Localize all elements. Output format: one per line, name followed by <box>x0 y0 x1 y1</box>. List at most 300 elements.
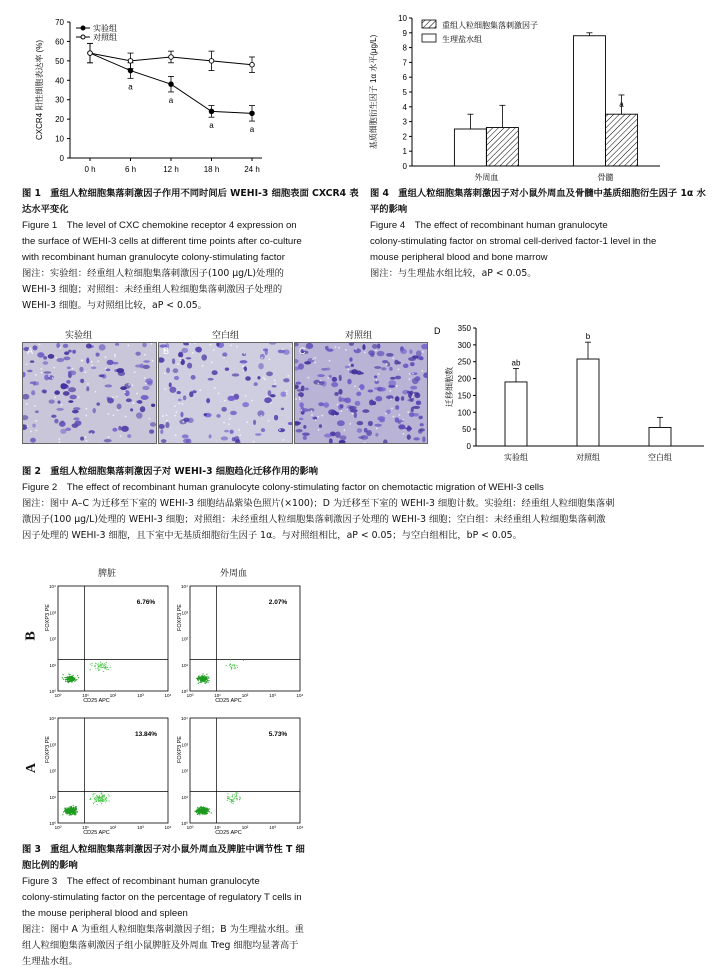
figure2-cn-title: 图 2 重组人粒细胞集落刺激因子对 WEHI-3 细胞趋化迁移作用的影响 <box>22 466 319 477</box>
stained-cell <box>412 406 420 409</box>
membrane-pore <box>174 405 176 407</box>
stained-cell <box>69 395 77 400</box>
membrane-pore <box>91 361 93 363</box>
membrane-pore <box>399 414 401 416</box>
stained-cell <box>195 347 201 352</box>
event <box>64 677 65 678</box>
stained-cell <box>338 389 342 395</box>
event <box>102 801 103 802</box>
membrane-pore <box>177 363 179 365</box>
event <box>104 796 105 797</box>
membrane-pore <box>239 434 241 436</box>
stained-cell <box>323 402 329 407</box>
stained-cell <box>124 383 131 388</box>
stained-cell <box>374 366 381 369</box>
stained-cell <box>30 382 34 384</box>
event <box>236 798 237 799</box>
stained-cell <box>75 420 82 426</box>
event <box>232 665 233 666</box>
event <box>197 814 198 815</box>
stained-cell <box>306 343 314 349</box>
event <box>94 666 95 667</box>
figure2-en: Figure 2 The effect of recombinant human granulocyte colony-stimulating factor on chemotactic migration of WEHI-3 cells <box>22 482 544 493</box>
stained-cell <box>35 382 39 386</box>
flow-plot-A-脾脏 <box>45 716 172 836</box>
stained-cell <box>318 402 324 406</box>
membrane-pore <box>53 367 55 369</box>
event <box>100 797 101 798</box>
stained-cell <box>302 433 310 436</box>
event <box>208 676 209 677</box>
membrane-pore <box>176 411 178 413</box>
x-tick-label: 12 h <box>163 165 179 174</box>
significance-mark: b <box>585 332 591 342</box>
membrane-pore <box>334 415 336 417</box>
event <box>92 663 93 664</box>
figure2-note-line: 因子处理的 WEHI-3 细胞，且下室中无基质细胞衍生因子 1α。与对照组相比，aP < 0.05；与空白组相比，bP < 0.05。 <box>22 530 522 541</box>
stained-cell <box>351 369 358 374</box>
stained-cell <box>169 387 176 393</box>
bar <box>649 427 671 446</box>
y-tick-label: 6 <box>402 73 407 83</box>
membrane-pore <box>114 355 116 357</box>
event <box>226 665 227 666</box>
stained-cell <box>390 377 396 380</box>
event <box>69 806 70 807</box>
event <box>65 809 66 810</box>
y-tick-label: 30 <box>55 95 64 105</box>
event <box>62 814 63 815</box>
figure1-caption <box>22 186 362 314</box>
membrane-pore <box>180 360 182 362</box>
stained-cell <box>43 356 47 360</box>
membrane-pore <box>286 390 288 392</box>
event <box>197 813 198 814</box>
membrane-pore <box>127 345 129 347</box>
stained-cell <box>370 353 374 357</box>
col-header-spleen: 脾脏 <box>98 569 117 579</box>
membrane-pore <box>406 426 408 428</box>
stained-cell <box>386 353 394 357</box>
membrane-pore <box>349 423 351 425</box>
membrane-pore <box>337 404 339 406</box>
stained-cell <box>415 393 421 398</box>
event <box>98 669 99 670</box>
y-axis-label: FOXP3 PE <box>177 736 183 763</box>
membrane-pore <box>389 390 391 392</box>
membrane-pore <box>282 439 284 441</box>
figure4-en-line: colony-stimulating factor on stromal cell-derived factor-1 level in the <box>370 236 657 247</box>
event <box>230 799 231 800</box>
y-tick-label: 10¹ <box>181 794 188 800</box>
row-label-a: A <box>24 762 40 774</box>
membrane-pore <box>354 385 356 387</box>
membrane-pore <box>178 403 180 405</box>
membrane-pore <box>230 345 232 347</box>
stained-cell <box>295 359 299 364</box>
stained-cell <box>340 404 344 408</box>
event <box>101 792 102 793</box>
figure3-cn-title: 胞比例的影响 <box>22 860 78 871</box>
membrane-pore <box>214 387 216 389</box>
event <box>97 796 98 797</box>
event <box>93 803 94 804</box>
event <box>97 664 98 665</box>
event <box>231 669 232 670</box>
event <box>96 798 97 799</box>
membrane-pore <box>340 410 342 412</box>
event <box>202 678 203 679</box>
figure3-en-line: colony-stimulating factor on the percentage of regulatory T cells in <box>22 892 302 903</box>
membrane-pore <box>349 364 351 366</box>
event <box>204 681 205 682</box>
event <box>105 802 106 803</box>
stained-cell <box>43 371 51 373</box>
stained-cell <box>23 394 29 400</box>
stained-cell <box>415 376 421 381</box>
membrane-pore <box>61 404 63 406</box>
event <box>200 679 201 680</box>
event <box>200 678 201 679</box>
stained-cell <box>96 402 100 405</box>
membrane-pore <box>335 346 337 348</box>
photo-header-experimental: 实验组 <box>65 331 93 341</box>
event <box>94 793 95 794</box>
membrane-pore <box>317 416 319 418</box>
stained-cell <box>124 390 129 396</box>
event <box>202 677 203 678</box>
membrane-pore <box>268 420 270 422</box>
y-tick-label: 200 <box>457 374 471 384</box>
event <box>63 679 64 680</box>
stained-cell <box>73 407 80 410</box>
event <box>74 681 75 682</box>
event <box>77 675 78 676</box>
event <box>96 795 97 796</box>
stained-cell <box>222 352 227 356</box>
figure2-bar-chart <box>430 318 716 470</box>
data-point <box>209 109 214 114</box>
event <box>208 682 209 683</box>
membrane-pore <box>133 402 135 404</box>
membrane-pore <box>30 430 32 432</box>
y-tick-label: 10⁴ <box>181 584 188 589</box>
micrograph-b <box>159 343 292 443</box>
event <box>196 810 197 811</box>
event <box>103 801 104 802</box>
stained-cell <box>234 436 239 442</box>
stained-cell <box>377 351 385 356</box>
legend-label: 实验组 <box>93 24 117 33</box>
event <box>227 798 228 799</box>
membrane-pore <box>238 429 240 431</box>
membrane-pore <box>243 353 245 355</box>
stained-cell <box>374 387 381 390</box>
membrane-pore <box>213 349 215 351</box>
stained-cell <box>423 372 427 378</box>
membrane-pore <box>87 383 89 385</box>
significance-mark: a <box>168 95 174 105</box>
membrane-pore <box>253 441 255 443</box>
stained-cell <box>117 403 122 409</box>
membrane-pore <box>192 352 194 354</box>
membrane-pore <box>132 384 134 386</box>
stained-cell <box>347 379 351 385</box>
stained-cell <box>274 415 278 421</box>
event <box>197 679 198 680</box>
membrane-pore <box>290 345 292 347</box>
membrane-pore <box>113 414 115 416</box>
event <box>205 810 206 811</box>
membrane-pore <box>182 403 184 405</box>
stained-cell <box>242 402 249 407</box>
stained-cell <box>412 413 419 416</box>
stained-cell <box>126 398 132 402</box>
stained-cell <box>327 349 334 352</box>
event <box>67 677 68 678</box>
membrane-pore <box>95 391 97 393</box>
event <box>203 809 204 810</box>
membrane-pore <box>412 373 414 375</box>
stained-cell <box>255 433 261 436</box>
event <box>98 800 99 801</box>
stained-cell <box>177 391 181 394</box>
x-tick-label: 空白组 <box>648 453 672 462</box>
event <box>205 808 206 809</box>
stained-cell <box>349 343 354 346</box>
event <box>230 659 231 660</box>
event <box>78 677 79 678</box>
event <box>74 811 75 812</box>
stained-cell <box>136 412 143 418</box>
membrane-pore <box>343 429 345 431</box>
event <box>243 660 244 661</box>
x-tick-label: 10³ <box>137 693 144 698</box>
event <box>236 796 237 797</box>
event <box>71 814 72 815</box>
membrane-pore <box>386 363 388 365</box>
micrograph-a <box>23 343 156 443</box>
membrane-pore <box>329 360 331 362</box>
figure1-cn-title: 图 1 重组人粒细胞集落刺激因子作用不同时间后 WEHI-3 细胞表面 CXCR4 表达水平变化 <box>22 188 359 215</box>
event <box>109 801 110 802</box>
y-tick-label: 250 <box>457 357 471 367</box>
stained-cell <box>324 433 332 437</box>
panel-label-a: A <box>27 346 34 356</box>
event <box>230 666 231 667</box>
membrane-pore <box>108 436 110 438</box>
event <box>198 810 199 811</box>
stained-cell <box>65 427 71 431</box>
event <box>199 809 200 810</box>
figure1-note-line: WEHI-3 细胞。与对照组比较，aP < 0.05。 <box>22 300 207 311</box>
event <box>70 809 71 810</box>
y-tick-label: 10 <box>55 134 64 144</box>
photo-panel-a <box>22 342 157 444</box>
event <box>109 796 110 797</box>
x-tick-label: 外周血 <box>474 173 499 182</box>
stained-cell <box>136 400 141 403</box>
membrane-pore <box>210 344 212 346</box>
event <box>102 795 103 796</box>
stained-cell <box>151 404 155 407</box>
event <box>72 811 73 812</box>
stained-cell <box>107 398 114 404</box>
stained-cell <box>349 357 352 361</box>
y-tick-label: 40 <box>55 76 64 86</box>
stained-cell <box>23 372 26 378</box>
membrane-pore <box>398 369 400 371</box>
membrane-pore <box>421 370 423 372</box>
event <box>72 808 73 809</box>
flow-plot-B-脾脏 <box>45 584 172 704</box>
membrane-pore <box>36 429 38 431</box>
membrane-pore <box>385 413 387 415</box>
event <box>103 671 104 672</box>
event <box>75 807 76 808</box>
event <box>233 803 234 804</box>
event <box>204 680 205 681</box>
membrane-pore <box>114 354 116 356</box>
event <box>76 679 77 680</box>
event <box>104 667 105 668</box>
event <box>234 664 235 665</box>
membrane-pore <box>179 357 181 359</box>
event <box>71 678 72 679</box>
event <box>100 665 101 666</box>
stained-cell <box>375 396 382 401</box>
event <box>102 797 103 798</box>
stained-cell <box>357 421 364 425</box>
stained-cell <box>80 437 84 441</box>
event <box>232 795 233 796</box>
y-tick-label: 5 <box>402 88 407 97</box>
event <box>101 797 102 798</box>
x-tick-label: 10¹ <box>82 825 89 830</box>
membrane-pore <box>148 418 150 420</box>
stained-cell <box>182 434 189 438</box>
event <box>209 808 210 809</box>
stained-cell <box>354 412 357 418</box>
stained-cell <box>295 384 299 389</box>
stained-cell <box>61 384 69 389</box>
stained-cell <box>68 371 72 374</box>
membrane-pore <box>231 394 233 396</box>
y-axis-label: FOXP3 PE <box>45 604 51 631</box>
event <box>68 682 69 683</box>
membrane-pore <box>166 414 168 416</box>
stained-cell <box>160 429 163 434</box>
figure3-en-line: Figure 3 The effect of recombinant human granulocyte <box>22 876 260 887</box>
stained-cell <box>165 422 169 428</box>
stained-cell <box>272 385 277 387</box>
event <box>69 677 70 678</box>
stained-cell <box>278 428 285 432</box>
stained-cell <box>298 392 304 397</box>
flow-plot-B-外周血 <box>177 584 304 704</box>
y-tick-label: 10⁴ <box>49 584 56 589</box>
y-tick-label: 20 <box>55 115 64 125</box>
x-tick-label: 10¹ <box>214 693 221 698</box>
event <box>108 669 109 670</box>
membrane-pore <box>311 410 313 412</box>
y-axis-label: CXCR4 阳性细胞表达率 (%) <box>35 39 44 141</box>
event <box>234 665 235 666</box>
event <box>205 679 206 680</box>
stained-cell <box>407 434 411 439</box>
membrane-pore <box>104 356 106 358</box>
significance-mark: a <box>209 121 214 131</box>
y-tick-label: 50 <box>55 56 64 66</box>
event <box>75 812 76 813</box>
event <box>230 664 231 665</box>
figure3-note-line: 图注：图中 A 为重组人粒细胞集落刺激因子组；B 为生理盐水组。重 <box>22 924 304 935</box>
event <box>68 808 69 809</box>
membrane-pore <box>315 419 317 421</box>
event <box>98 663 99 664</box>
stained-cell <box>356 392 361 396</box>
membrane-pore <box>117 409 119 411</box>
legend-marker <box>81 26 85 30</box>
event <box>73 805 74 806</box>
membrane-pore <box>364 442 366 443</box>
stained-cell <box>54 390 60 395</box>
y-tick-label: 10² <box>49 636 56 642</box>
event <box>234 796 235 797</box>
y-tick-label: 10³ <box>49 742 56 748</box>
membrane-pore <box>364 351 366 353</box>
x-tick-label: 10⁰ <box>186 825 194 830</box>
y-tick-label: 10³ <box>181 610 188 616</box>
figure4-bar-chart <box>360 0 716 185</box>
x-tick-label: 对照组 <box>576 453 600 462</box>
y-tick-label: 100 <box>457 408 471 418</box>
event <box>95 801 96 802</box>
x-tick-label: 10⁴ <box>296 825 304 830</box>
figure4-note: 图注：与生理盐水组比较，aP < 0.05。 <box>370 268 537 279</box>
event <box>199 682 200 683</box>
event <box>236 792 237 793</box>
stained-cell <box>174 376 179 380</box>
event <box>227 797 228 798</box>
event <box>101 667 102 668</box>
stained-cell <box>305 388 309 391</box>
membrane-pore <box>245 395 247 397</box>
membrane-pore <box>199 389 201 391</box>
event <box>74 813 75 814</box>
stained-cell <box>72 410 79 413</box>
event <box>208 810 209 811</box>
stained-cell <box>395 405 399 410</box>
event <box>205 813 206 814</box>
stained-cell <box>42 390 47 393</box>
membrane-pore <box>318 382 320 384</box>
figure1-en-line: Figure 1 The level of CXC chemokine receptor 4 expression on <box>22 220 297 231</box>
event <box>198 811 199 812</box>
stained-cell <box>64 351 69 355</box>
event <box>69 811 70 812</box>
stained-cell <box>166 367 170 373</box>
stained-cell <box>91 366 96 369</box>
stained-cell <box>208 378 214 381</box>
stained-cell <box>204 413 207 416</box>
stained-cell <box>416 400 421 405</box>
stained-cell <box>35 410 39 413</box>
stained-cell <box>63 391 70 396</box>
y-tick-label: 3 <box>402 117 407 127</box>
y-axis-label: 迁移细胞数 <box>445 367 454 407</box>
percent-label: 6.76% <box>136 598 156 606</box>
